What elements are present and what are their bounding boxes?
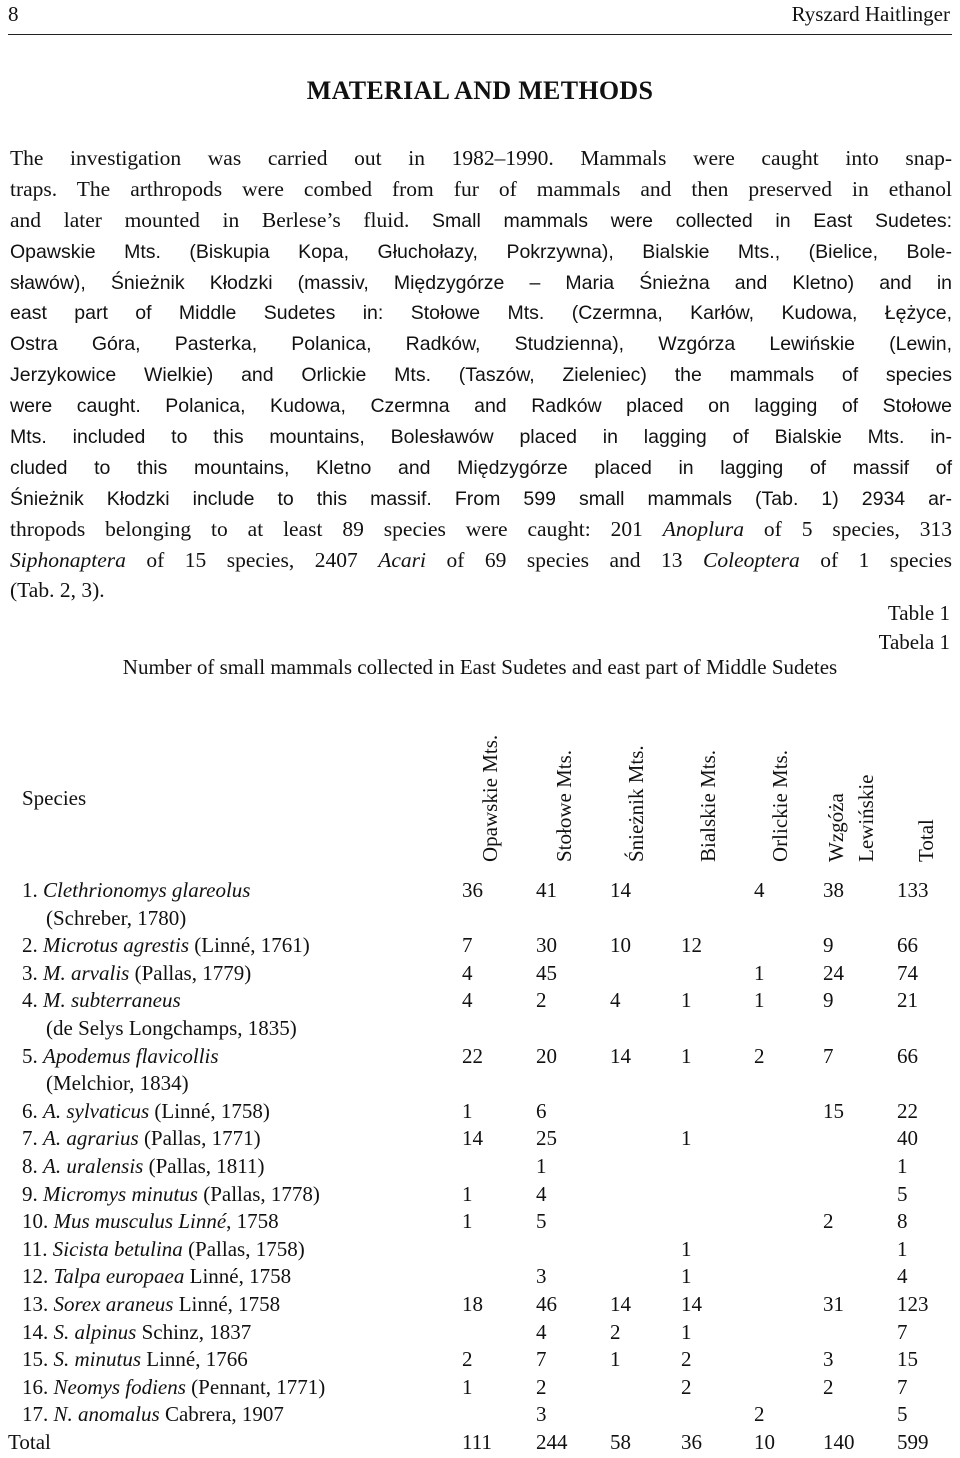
species-number: Total <box>8 1430 51 1454</box>
paragraph-line <box>10 483 952 514</box>
count-cell: 4 <box>462 988 473 1013</box>
paragraph-line <box>10 143 952 174</box>
count-cell: 133 <box>897 878 929 902</box>
count-cell: 244 <box>536 1430 568 1454</box>
col-header-stolowe: Stołowe Mts. <box>552 749 576 862</box>
table-row <box>0 878 960 906</box>
count-cell: 30 <box>536 933 557 958</box>
paragraph-text: Coleoptera <box>703 547 800 572</box>
count-cell: 9 <box>823 988 834 1013</box>
col-header-orlickie: Orlickie Mts. <box>768 750 792 862</box>
count-cell: 5 <box>897 1402 908 1427</box>
count-cell: 36 <box>462 878 483 902</box>
species-number: 17. <box>22 1402 54 1427</box>
paragraph-text: Opawskie Mts. (Biskupia Kopa, Głuchołazy, Pokrzywna), Bialskie Mts. <box>10 240 775 263</box>
count-cell: 2 <box>610 1319 621 1344</box>
species-number: 12. <box>22 1264 54 1289</box>
species-name: Microtus agrestis <box>43 933 190 958</box>
table-row <box>0 1430 960 1458</box>
table-row <box>0 1044 960 1072</box>
table-row <box>0 1402 960 1430</box>
table-row <box>0 1071 960 1099</box>
count-cell: 1 <box>897 1154 908 1178</box>
species-authority: (Schreber, 1780) <box>46 905 187 930</box>
species-column-header: Species <box>22 786 87 810</box>
species-cell <box>46 1071 189 1096</box>
paragraph-text: , (Bielice, Bole- <box>774 240 952 263</box>
species-number: 14. <box>22 1319 54 1344</box>
paragraph-text: east part of Middle Sudetes in: Stołowe Mts. (Czermna, Karłów, Kudowa, Łężyce, <box>10 302 952 325</box>
table-row <box>0 1126 960 1154</box>
count-cell: 74 <box>897 960 918 985</box>
species-cell <box>22 1402 284 1427</box>
count-cell: 7 <box>823 1043 834 1068</box>
table-row <box>0 1320 960 1348</box>
count-cell: 2 <box>754 1043 765 1068</box>
count-cell: 2 <box>823 1374 834 1399</box>
count-cell: 14 <box>681 1292 702 1316</box>
paragraph-text: Anoplura <box>662 516 745 541</box>
paragraph-text: thropods belonging to at least 89 species were caught: 201 <box>10 516 663 541</box>
paragraph-text: The investigation was carried out in 1982–1990. Mammals were caught into snap- <box>10 146 952 170</box>
count-cell: 31 <box>823 1292 844 1316</box>
species-authority: (de Selys Longchamps, 1835) <box>46 1016 297 1040</box>
count-cell: 2 <box>536 1374 547 1399</box>
paragraph-text: traps. The arthropods were combed from fur of mammals and then preserved in ethanol <box>10 176 952 201</box>
species-name: M. subterraneus <box>43 988 181 1013</box>
table-label-pl: Tabela 1 <box>878 630 950 654</box>
methods-paragraph <box>10 143 952 606</box>
species-name: S. minutus <box>53 1347 142 1372</box>
count-cell: 4 <box>462 960 473 985</box>
species-number: 11. <box>22 1236 53 1261</box>
count-cell: 41 <box>536 878 557 902</box>
species-cell <box>46 1016 297 1041</box>
paragraph-text: (Tab. 2, 3). <box>10 578 105 603</box>
paragraph-line <box>10 328 952 359</box>
count-cell: 4 <box>536 1319 547 1344</box>
count-cell: 18 <box>462 1292 483 1316</box>
count-cell: 1 <box>681 1319 692 1344</box>
section-title: MATERIAL AND METHODS <box>306 76 654 105</box>
paragraph-text: Śnieżnik Kłodzki include to this massif. From 599 small mammals (Tab. 1) 2934 ar- <box>10 487 952 510</box>
count-cell: 2 <box>462 1347 473 1372</box>
count-cell: 15 <box>823 1098 844 1123</box>
species-name: Apodemus flavicollis <box>43 1043 219 1068</box>
count-cell: 45 <box>536 960 557 985</box>
species-authority: Linné, 1766 <box>141 1347 248 1372</box>
count-cell: 38 <box>823 878 844 902</box>
species-name: A. sylvaticus <box>43 1098 150 1123</box>
count-cell: 1 <box>681 1236 692 1261</box>
count-cell: 8 <box>897 1209 908 1234</box>
paragraph-line <box>10 514 952 545</box>
count-cell: 2 <box>681 1347 692 1372</box>
paragraph-line <box>10 236 952 267</box>
species-cell <box>22 1264 291 1289</box>
species-authority: Cabrera, 1907 <box>159 1402 284 1427</box>
table-row <box>0 1292 960 1320</box>
species-cell <box>22 1182 320 1207</box>
species-cell <box>22 961 251 986</box>
count-cell: 14 <box>610 1043 631 1068</box>
count-cell: 5 <box>536 1209 547 1234</box>
count-cell: 46 <box>536 1292 557 1316</box>
species-cell <box>22 1044 219 1069</box>
table-row <box>0 1264 960 1292</box>
paragraph-text: Acari <box>378 547 426 572</box>
species-authority: Schinz, 1837 <box>136 1319 252 1344</box>
table-row <box>0 1237 960 1265</box>
count-cell: 1 <box>462 1374 473 1399</box>
paragraph-text: of 15 species, 2407 <box>125 547 379 572</box>
species-cell <box>8 1430 51 1455</box>
paragraph-line <box>10 205 952 236</box>
paragraph-text: Small mammals were collected in East Sudetes: <box>432 209 952 232</box>
species-cell <box>22 1237 305 1262</box>
paragraph-line <box>10 359 952 390</box>
species-cell <box>22 933 310 958</box>
species-authority: , 1758 <box>226 1209 279 1234</box>
col-header-opawskie: Opawskie Mts. <box>478 734 502 862</box>
count-cell: 36 <box>681 1430 702 1454</box>
species-cell <box>22 988 181 1013</box>
species-authority: Linné, 1758 <box>173 1292 281 1316</box>
paragraph-text: were caught. Polanica, Kudowa, Czermna and Radków placed on lagging of Stołowe <box>10 395 952 418</box>
count-cell: 25 <box>536 1126 557 1151</box>
count-cell: 21 <box>897 988 918 1013</box>
count-cell: 3 <box>536 1264 547 1289</box>
paragraph-text: Jerzykowice Wielkie) and Orlickie Mts. (Taszów, Zieleniec) the mammals of species <box>10 364 952 387</box>
table-row <box>0 1016 960 1044</box>
species-cell <box>22 1320 251 1345</box>
count-cell: 10 <box>610 933 631 958</box>
count-cell: 2 <box>681 1374 692 1399</box>
table-row <box>0 906 960 934</box>
species-cell <box>46 906 186 931</box>
count-cell: 66 <box>897 933 918 958</box>
paragraph-text: Mts. included to this mountains, Bolesławów placed in lagging of Bialskie Mts. in- <box>10 426 952 449</box>
count-cell: 3 <box>823 1347 834 1372</box>
paragraph-text: of 69 species and 13 <box>426 547 704 572</box>
species-number: 5. <box>22 1043 43 1068</box>
count-cell: 2 <box>823 1209 834 1234</box>
count-cell: 1 <box>610 1347 621 1372</box>
species-number: 10. <box>22 1209 54 1234</box>
paragraph-line <box>10 452 952 483</box>
count-cell: 1 <box>681 1264 692 1289</box>
species-authority: (Pallas, 1758) <box>182 1236 305 1261</box>
species-name: Neomys fodiens <box>53 1374 186 1399</box>
count-cell: 1 <box>897 1236 908 1261</box>
col-header-wzgorza: Wzgóża <box>824 793 848 862</box>
running-header <box>8 0 952 35</box>
table-row <box>0 988 960 1016</box>
count-cell: 14 <box>610 878 631 902</box>
count-cell: 1 <box>462 1209 473 1234</box>
table-row <box>0 1182 960 1210</box>
species-authority: (Pennant, 1771) <box>185 1374 326 1399</box>
count-cell: 5 <box>897 1181 908 1206</box>
species-authority: (Pallas, 1779) <box>129 960 252 985</box>
species-cell <box>22 1375 325 1400</box>
species-authority: (Pallas, 1771) <box>138 1126 261 1151</box>
paragraph-line <box>10 421 952 452</box>
count-cell: 1 <box>681 1126 692 1151</box>
species-number: 7. <box>22 1126 43 1151</box>
paragraph-text: Siphonaptera <box>10 547 126 572</box>
species-name: A. agrarius <box>43 1126 139 1151</box>
count-cell: 1 <box>681 988 692 1013</box>
count-cell: 123 <box>897 1292 929 1316</box>
col-header-bialskie: Bialskie Mts. <box>696 749 720 862</box>
count-cell: 22 <box>897 1098 918 1123</box>
paragraph-text: of 5 species, 313 <box>744 516 952 541</box>
species-number: 16. <box>22 1374 54 1399</box>
species-number: 13. <box>22 1292 54 1316</box>
species-number: 6. <box>22 1098 43 1123</box>
table-row <box>0 961 960 989</box>
table-row <box>0 1347 960 1375</box>
paragraph-line <box>10 390 952 421</box>
table-row <box>0 933 960 961</box>
paragraph-text: Ostra Góra, Pasterka, Polanica, Radków, Studzienna), Wzgórza Lewińskie (Lewin, <box>10 333 952 356</box>
table-row <box>0 1209 960 1237</box>
species-authority: (Pallas, 1811) <box>143 1154 265 1178</box>
species-authority: (Melchior, 1834) <box>46 1071 189 1096</box>
count-cell: 1 <box>754 960 765 985</box>
table-row <box>0 1375 960 1403</box>
paragraph-text: sławów), Śnieżnik Kłodzki (massiv, Międzygórze – Maria Śnieżna and Kletno) and in <box>10 271 952 294</box>
species-number: 1. <box>22 878 43 902</box>
count-cell: 40 <box>897 1126 918 1151</box>
table-caption: Number of small mammals collected in East Sudetes and east part of Middle Sudetes <box>122 655 838 679</box>
count-cell: 14 <box>462 1126 483 1151</box>
col-header-snieznik: Śnieżnik Mts. <box>624 745 648 862</box>
table-label-en: Table 1 <box>887 601 950 625</box>
count-cell: 2 <box>754 1402 765 1427</box>
count-cell: 20 <box>536 1043 557 1068</box>
count-cell: 9 <box>823 933 834 958</box>
count-cell: 12 <box>681 933 702 958</box>
count-cell: 58 <box>610 1430 631 1454</box>
paragraph-text: cluded to this mountains, Kletno and Międzygórze placed in lagging of massif of <box>10 456 952 479</box>
count-cell: 6 <box>536 1098 547 1123</box>
paragraph-text: and later mounted in Berlese’s fluid. <box>10 207 433 232</box>
count-cell: 7 <box>536 1347 547 1372</box>
species-number: 9. <box>22 1181 43 1206</box>
species-number: 2. <box>22 933 43 958</box>
count-cell: 66 <box>897 1043 918 1068</box>
species-authority: (Pallas, 1778) <box>197 1181 320 1206</box>
species-name: S. alpinus <box>53 1319 137 1344</box>
species-name: M. arvalis <box>43 960 130 985</box>
count-cell: 7 <box>462 933 473 958</box>
paragraph-line <box>10 267 952 298</box>
table-row <box>0 1154 960 1182</box>
count-cell: 4 <box>536 1181 547 1206</box>
count-cell: 111 <box>462 1430 492 1454</box>
count-cell: 7 <box>897 1319 908 1344</box>
count-cell: 22 <box>462 1043 483 1068</box>
count-cell: 14 <box>610 1292 631 1316</box>
count-cell: 4 <box>610 988 621 1013</box>
species-cell <box>22 1347 248 1372</box>
count-cell: 4 <box>754 878 765 902</box>
col-header-total: Total <box>914 819 938 862</box>
species-cell <box>22 1292 280 1317</box>
species-authority: Linné, 1758 <box>184 1264 292 1289</box>
species-number: 3. <box>22 960 43 985</box>
species-name: Mus musculus Linné <box>53 1209 227 1234</box>
species-number: 8. <box>22 1154 43 1178</box>
paragraph-text: of 1 species <box>799 547 952 572</box>
species-name: Clethrionomys glareolus <box>43 878 251 902</box>
species-name: A. uralensis <box>43 1154 144 1178</box>
count-cell: 24 <box>823 960 844 985</box>
count-cell: 1 <box>754 988 765 1013</box>
count-cell: 7 <box>897 1374 908 1399</box>
species-cell <box>22 1099 270 1124</box>
species-authority: (Linné, 1761) <box>189 933 310 958</box>
count-cell: 4 <box>897 1264 908 1289</box>
paragraph-line <box>10 575 952 606</box>
species-name: N. anomalus <box>53 1402 160 1427</box>
species-name: Micromys minutus <box>43 1181 198 1206</box>
species-cell <box>22 1209 279 1234</box>
page-number: 8 <box>8 2 19 26</box>
count-cell: 10 <box>754 1430 775 1454</box>
species-number: 15. <box>22 1347 54 1372</box>
paragraph-line <box>10 297 952 328</box>
count-cell: 2 <box>536 988 547 1013</box>
paragraph-line <box>10 174 952 205</box>
count-cell: 1 <box>462 1098 473 1123</box>
species-name: Sorex araneus <box>53 1292 174 1316</box>
species-cell <box>22 1154 264 1179</box>
count-cell: 15 <box>897 1347 918 1372</box>
count-cell: 1 <box>536 1154 547 1178</box>
count-cell: 599 <box>897 1430 929 1454</box>
species-authority: (Linné, 1758) <box>149 1098 270 1123</box>
count-cell: 3 <box>536 1402 547 1427</box>
species-name: Talpa europaea <box>53 1264 185 1289</box>
species-cell <box>22 1126 261 1151</box>
paragraph-line <box>10 545 952 576</box>
species-cell <box>22 878 250 903</box>
species-name: Sicista betulina <box>52 1236 183 1261</box>
table-row <box>0 1099 960 1127</box>
species-number: 4. <box>22 988 43 1013</box>
col-header-lewinskie: Lewińskie <box>854 774 878 862</box>
count-cell: 1 <box>681 1043 692 1068</box>
count-cell: 140 <box>823 1430 855 1454</box>
count-cell: 1 <box>462 1181 473 1206</box>
running-author: Ryszard Haitlinger <box>791 2 950 26</box>
